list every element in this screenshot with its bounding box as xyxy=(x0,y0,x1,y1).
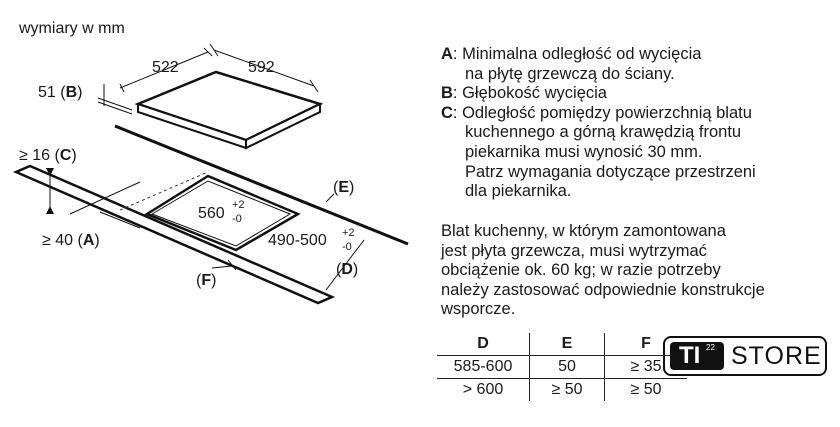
letter-f: F xyxy=(201,272,212,289)
legend-a: A: Minimalna odległość od wycięcia xyxy=(441,45,702,63)
cutout-depth-label: 490-500 xyxy=(268,232,327,249)
table-header-row xyxy=(437,333,687,356)
dimension-table xyxy=(437,333,687,401)
dim-522-label: 522 xyxy=(152,59,179,76)
cutout-depth-tol-minus: -0 xyxy=(342,241,352,253)
logo-store: STORE xyxy=(731,342,822,370)
header-f: F xyxy=(605,333,688,356)
dim-e xyxy=(326,179,354,202)
svg-text:(D): (D) xyxy=(336,261,359,278)
dim-51-b xyxy=(38,84,132,114)
logo-superscript: 22 xyxy=(706,343,715,352)
installation-diagram xyxy=(0,0,430,310)
table-row: > 600 ≥ 50 ≥ 50 xyxy=(437,379,687,402)
letter-e: E xyxy=(338,179,349,196)
svg-text:≥ 16 (C): ≥ 16 (C) xyxy=(19,147,77,164)
worktop-note: Blat kuchenny, w którym zamontowana jest płyta grzewcza, musi wytrzymać obciążenie ok. 60 kg; w razie potrzeby należy zastosować odpowiednie konstrukcje wsporcze. xyxy=(441,222,765,319)
cutout-depth-tol-plus: +2 xyxy=(342,227,355,239)
dim-51-label: 51 xyxy=(38,84,56,101)
dim-16-label: ≥ 16 xyxy=(19,147,51,164)
letter-a: A xyxy=(82,232,95,249)
letter-c: C xyxy=(59,147,72,164)
dim-490-500 xyxy=(268,227,355,253)
hob xyxy=(138,72,320,148)
letter-b: B xyxy=(65,84,78,101)
dim-592-label: 592 xyxy=(248,59,275,76)
svg-text:51 (B): 51 (B) xyxy=(38,84,83,101)
letter-d: D xyxy=(341,261,353,278)
cutout-width-tol-plus: +2 xyxy=(232,199,245,211)
dim-40-label: ≥ 40 xyxy=(42,232,74,249)
logo-badge xyxy=(670,342,724,370)
legend-b: B: Głębokość wycięcia xyxy=(441,84,607,103)
legend: A: Minimalna odległość od wycięcia na płytę grzewczą do ściany. B: Głębokość wycięcia C: Odległość pomiędzy powierzchnią blatu kuchennego a górną krawędzią frontu piekarnika musi wynosić 30 mm. Patrz wymagania dotyczące przestrzeni dla piekarnika. xyxy=(441,45,756,201)
logo-ti: TI xyxy=(679,342,701,369)
cutout-width-label: 560 xyxy=(198,205,225,222)
header-d: D xyxy=(437,333,530,356)
legend-c: C: Odległość pomiędzy powierzchnią blatu xyxy=(441,103,752,122)
units-note: wymiary w mm xyxy=(19,20,125,37)
svg-text:(F): (F) xyxy=(196,272,217,289)
header-e: E xyxy=(530,333,605,356)
svg-text:(E): (E) xyxy=(333,179,355,196)
svg-text:≥ 40 (A): ≥ 40 (A) xyxy=(42,232,100,249)
cutout-width-tol-minus: -0 xyxy=(232,213,242,225)
ti-store-logo xyxy=(663,336,827,376)
table-row: 585-600 50 ≥ 35 xyxy=(437,356,687,379)
